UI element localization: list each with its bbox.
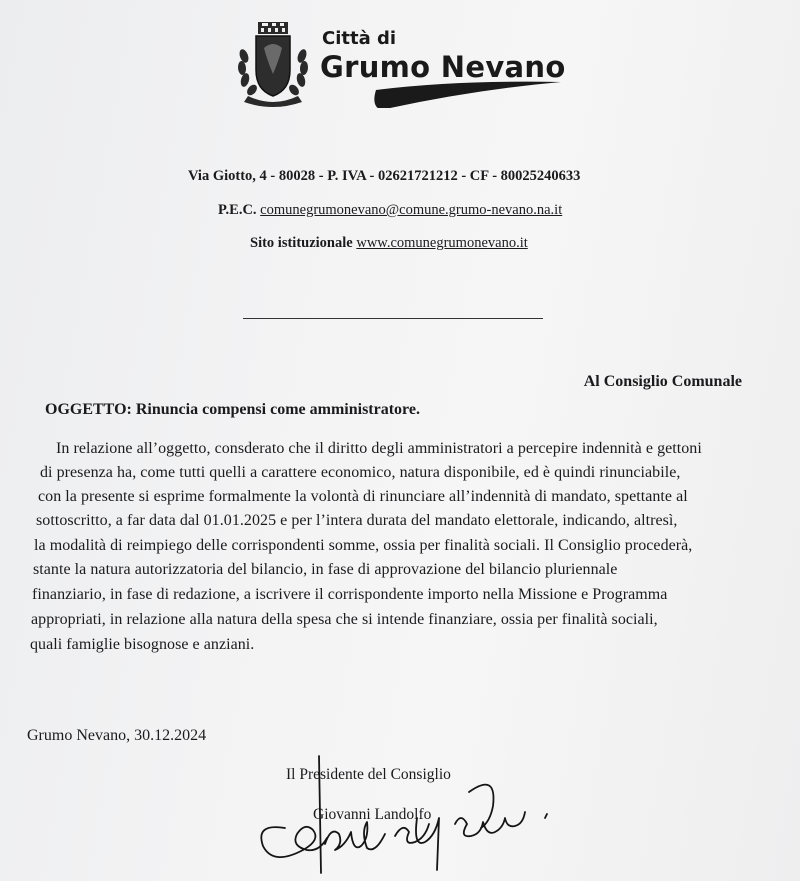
website-link[interactable]: www.comunegrumonevano.it <box>356 235 528 251</box>
pec-email-link[interactable]: comunegrumonevano@comune.grumo-nevano.na.it <box>260 202 563 218</box>
website-label: Sito istituzionale <box>250 235 353 251</box>
letterhead-city-name: Grumo Nevano <box>320 50 566 84</box>
handwritten-signature <box>255 748 575 881</box>
body-line: sottoscritto, a far data dal 01.01.2025 e per l’intera durata del mandato elettorale, indicando, altresì, <box>36 512 678 529</box>
pec-label: P.E.C. <box>218 202 257 218</box>
body-line: con la presente si esprime formalmente la volontà di rinunciare all’indennità di mandato, spettante al <box>38 488 688 505</box>
signatory-title: Il Presidente del Consiglio <box>286 766 451 783</box>
body-line: di presenza ha, come tutti quelli a carattere economico, natura disponibile, ed è quindi rinunciabile, <box>40 464 681 481</box>
letterhead-city-prefix: Città di <box>322 28 397 49</box>
pec-line <box>218 202 562 219</box>
website-line <box>250 235 528 252</box>
body-line: quali famiglie bisognose e anziani. <box>30 636 255 653</box>
signatory-name: Giovanni Landolfo <box>313 806 432 823</box>
subject-label: OGGETTO: <box>45 401 132 418</box>
subject-line <box>45 401 420 419</box>
body-line: la modalità di reimpiego delle corrispondenti somme, ossia per finalità sociali. Il Consiglio procederà, <box>34 537 693 554</box>
body-line: finanziario, in fase di redazione, a iscrivere il corrispondente importo nella Missione e Programma <box>32 586 668 603</box>
subject-text: Rinuncia compensi come amministratore. <box>135 401 420 418</box>
body-line: stante la natura autorizzatoria del bilancio, in fase di approvazione del bilancio pluriennale <box>33 561 618 578</box>
body-line: In relazione all’oggetto, consderato che il diritto degli amministratori a percepire indennità e gettoni <box>56 440 702 457</box>
address-line: Via Giotto, 4 - 80028 - P. IVA - 02621721212 - CF - 80025240633 <box>188 168 581 184</box>
place-and-date: Grumo Nevano, 30.12.2024 <box>27 727 207 744</box>
body-line: appropriati, in relazione alla natura della spesa che si intende finanziare, ossia per finalità sociali, <box>31 611 658 628</box>
header-divider <box>243 318 543 319</box>
recipient: Al Consiglio Comunale <box>583 373 742 390</box>
